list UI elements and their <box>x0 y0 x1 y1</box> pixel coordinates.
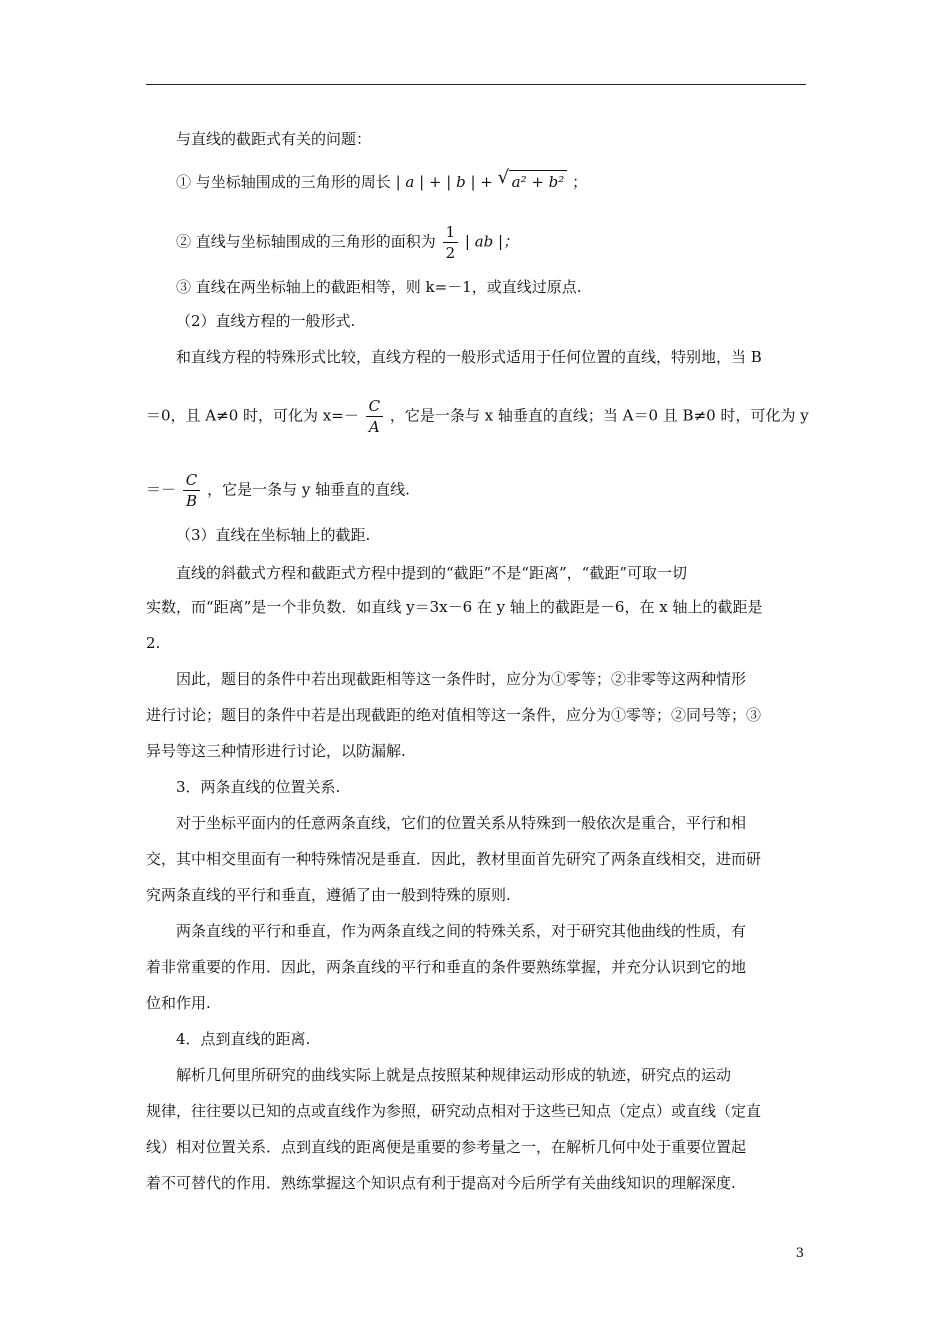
fraction-denominator: 2 <box>445 244 456 262</box>
para-parallel-3: 位和作用. <box>146 994 211 1012</box>
item-perimeter-end: ； <box>572 173 588 191</box>
section-2-heading: （2）直线方程的一般形式. <box>176 312 356 330</box>
para-parallel-1: 两条直线的平行和垂直，作为两条直线之间的特殊关系，对于研究其他曲线的性质，有 <box>176 922 747 940</box>
para-distance-2: 规律，往往要以已知的点或直线作为参照，研究动点相对于这些已知点（定点）或直线（定直 <box>146 1102 762 1120</box>
perimeter-formula: | a | + | b | + <box>395 173 493 191</box>
item-perimeter <box>176 167 588 193</box>
item-perimeter-text: ① 与坐标轴围成的三角形的周长 <box>176 173 391 191</box>
para-general-form-2 <box>146 396 809 437</box>
header-rule <box>146 84 806 85</box>
para-intercept-1: 直线的斜截式方程和截距式方程中提到的“截距”不是“距离”，“截距”可取一切 <box>176 564 688 582</box>
fraction-denominator: A <box>368 418 380 436</box>
para-relation-2: 交，其中相交里面有一种特殊情况是垂直．因此，教材里面首先研究了两条直线相交，进而研 <box>146 850 762 868</box>
text-segment: ，它是一条与 x 轴垂直的直线；当 A＝0 且 B≠0 时，可化为 y <box>389 406 809 425</box>
para-intercept-2: 实数，而“距离”是一个非负数．如直线 y＝3x－6 在 y 轴上的截距是－6，在 x 轴上的截距是 <box>146 598 763 616</box>
item-equal-intercepts: ③ 直线在两坐标轴上的截距相等，则 k=－1，或直线过原点. <box>176 278 582 296</box>
sqrt-icon: √ <box>497 167 510 188</box>
para-intercept-3: 2. <box>146 634 161 652</box>
fraction-numerator: 1 <box>443 222 459 243</box>
para-relation-1: 对于坐标平面内的任意两条直线，它们的位置关系从特殊到一般依次是重合，平行和相 <box>176 814 747 832</box>
fraction-c-over-b <box>183 470 200 511</box>
para-distance-1: 解析几何里所研究的曲线实际上就是点按照某种规律运动形成的轨迹，研究点的运动 <box>176 1066 732 1084</box>
para-general-form-3 <box>146 470 410 511</box>
para-relation-3: 究两条直线的平行和垂直，遵循了由一般到特殊的原则. <box>146 886 511 904</box>
para-distance-3: 线）相对位置关系．点到直线的距离便是重要的参考量之一，在解析几何中处于重要位置起 <box>146 1138 747 1156</box>
item-area-text: ② 直线与坐标轴围成的三角形的面积为 <box>176 232 436 251</box>
para-cases-3: 异号等这三种情形进行讨论，以防漏解. <box>146 742 406 760</box>
text-segment: ＝－ <box>146 480 177 499</box>
fraction-half <box>443 222 459 263</box>
para-intro: 与直线的截距式有关的问题： <box>176 130 372 148</box>
para-general-form-1: 和直线方程的特殊形式比较，直线方程的一般形式适用于任何位置的直线，特别地，当 B <box>176 348 762 366</box>
section-heading-3: 3．两条直线的位置关系. <box>176 778 341 796</box>
section-3-heading: （3）直线在坐标轴上的截距. <box>176 526 371 544</box>
fraction-denominator: B <box>186 492 198 510</box>
para-cases-1: 因此，题目的条件中若出现截距相等这一条件时，应分为①零等；②非零等这两种情形 <box>176 670 747 688</box>
fraction-numerator: C <box>366 396 383 417</box>
sqrt-expression <box>497 167 568 193</box>
para-distance-4: 着不可替代的作用．熟练掌握这个知识点有利于提高对今后所学有关曲线知识的理解深度. <box>146 1174 736 1192</box>
fraction-c-over-a <box>366 396 383 437</box>
area-formula: | ab |； <box>464 232 519 251</box>
para-parallel-2: 着非常重要的作用．因此，两条直线的平行和垂直的条件要熟练掌握，并充分认识到它的地 <box>146 958 747 976</box>
text-segment: ＝0，且 A≠0 时，可化为 x=－ <box>146 406 359 425</box>
para-cases-2: 进行讨论；题目的条件中若是出现截距的绝对值相等这一条件，应分为①零等；②同号等；③ <box>146 706 762 724</box>
item-area <box>176 222 518 263</box>
page-number: 3 <box>795 1246 804 1261</box>
section-heading-4: 4．点到直线的距离. <box>176 1030 311 1048</box>
text-segment: ，它是一条与 y 轴垂直的直线. <box>207 480 410 499</box>
sqrt-radicand: a² + b² <box>509 170 568 193</box>
fraction-numerator: C <box>183 470 200 491</box>
